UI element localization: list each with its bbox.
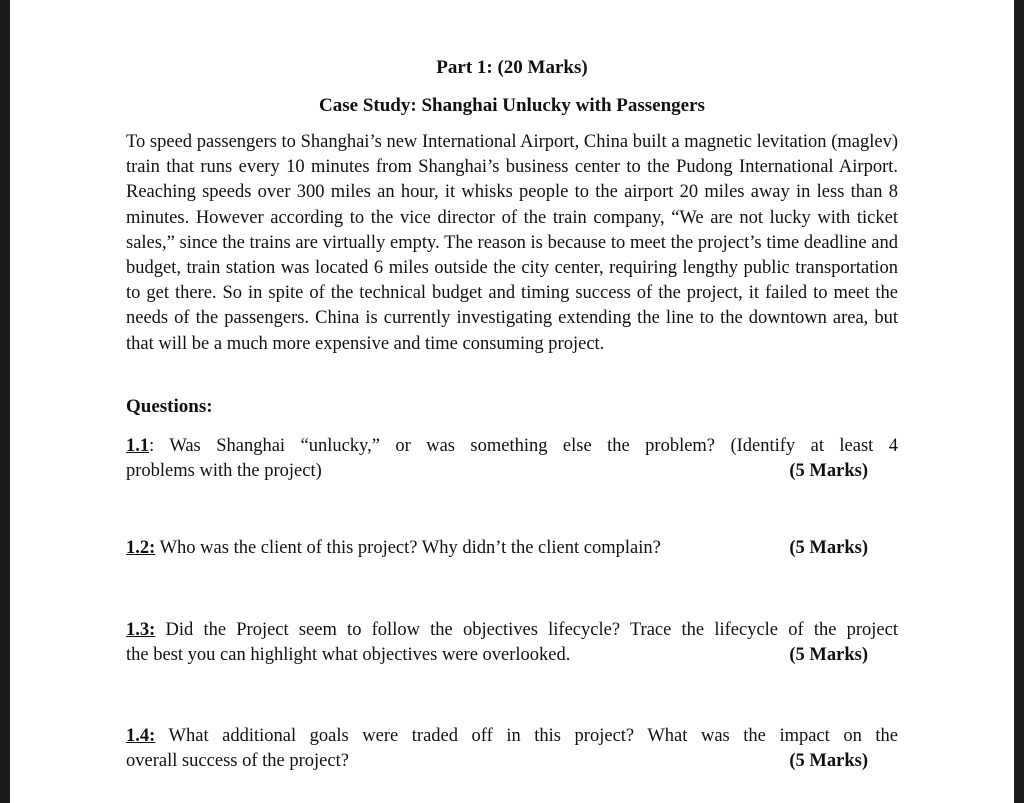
question-1-3-line1 [126,618,898,643]
question-1-4-line2 [126,749,898,774]
question-1-3-text-line2: the best you can highlight what objectives were overlooked. [126,645,571,666]
question-1-3-marks: (5 Marks) [789,645,868,666]
case-study-text: To speed passengers to Shanghai’s new International Airport, China built a magnetic levitation (maglev) train that runs every 10 minutes from Shanghai’s business center to the Pudong International Airport. Reaching speeds over 300 miles an hour, it whisks people to the airport 20 miles away in less than 8 minutes. However according to the vice director of the train company, “We are not lucky with ticket sales,” since the trains are virtually empty. The reason is because to meet the project’s time deadline and budget, train station was located 6 miles outside the city center, requiring lengthy public transportation to get there. So in spite of the technical budget and timing success of the project, it failed to meet the needs of the passengers. China is currently investigating extending the line to the downtown area, but that will be a much more expensive and time consuming project. [126,132,898,354]
question-1-4-marks: (5 Marks) [789,751,868,772]
question-1-1-text-line1: Was Shanghai “unlucky,” or was something else the problem? (Identify at least 4 [154,436,898,456]
question-1-3 [126,618,898,668]
question-1-1-number: 1.1 [126,436,150,456]
question-1-4-line1 [126,724,898,749]
page-title: Part 1: (20 Marks) [436,57,588,78]
question-1-1-line2 [126,459,898,484]
question-1-2 [126,536,898,561]
document-page [10,0,1014,803]
questions-heading: Questions: [126,396,213,417]
question-1-1-separator: : [149,436,155,456]
question-1-3-number: 1.3: [126,620,156,640]
case-study-title: Case Study: Shanghai Unlucky with Passengers [319,95,705,116]
question-1-1 [126,434,898,484]
question-1-3-line2 [126,643,898,668]
question-1-1-marks: (5 Marks) [789,461,868,482]
question-1-4 [126,724,898,774]
question-1-2-number: 1.2: [126,538,156,558]
question-1-4-number: 1.4: [126,726,156,746]
question-1-2-text-line1: Who was the client of this project? Why didn’t the client complain? [155,538,661,558]
question-1-1-line1 [126,434,898,459]
question-1-2-marks: (5 Marks) [789,538,868,558]
question-1-3-text-line1: Did the Project seem to follow the objectives lifecycle? Trace the lifecycle of the project [155,620,898,640]
question-1-4-text-line2: overall success of the project? [126,751,349,772]
question-1-2-line1 [126,536,898,561]
question-1-1-text-line2: problems with the project) [126,461,322,482]
question-1-4-text-line1: What additional goals were traded off in this project? What was the impact on the [155,726,898,746]
